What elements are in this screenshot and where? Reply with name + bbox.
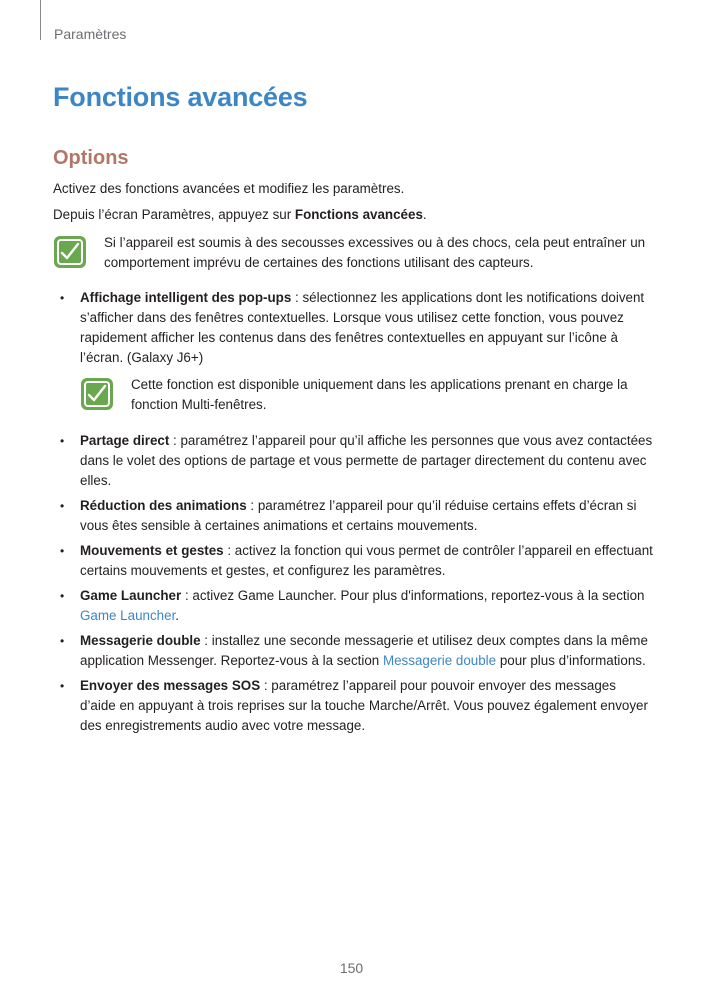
list-item bbox=[53, 586, 653, 626]
page-title: Fonctions avancées bbox=[53, 82, 308, 112]
item-title: Réduction des animations bbox=[80, 498, 247, 513]
bullet: • bbox=[60, 291, 65, 305]
bullet: • bbox=[60, 634, 65, 648]
list-item bbox=[53, 676, 653, 736]
intro-line-2-suffix: . bbox=[422, 207, 427, 222]
caution-note bbox=[53, 233, 653, 273]
item-title: Affichage intelligent des pop-ups bbox=[80, 290, 292, 305]
intro-line-2 bbox=[53, 205, 653, 225]
dual-messenger-link[interactable]: Messagerie double bbox=[382, 653, 497, 668]
game-launcher-link[interactable]: Game Launcher bbox=[80, 608, 176, 623]
item-title: Mouvements et gestes bbox=[80, 543, 224, 558]
bullet: • bbox=[60, 679, 65, 693]
list-item bbox=[53, 631, 653, 671]
feature-list-2 bbox=[53, 431, 653, 741]
caution-note-text: Si l’appareil est soumis à des secousses excessives ou à des chocs, cela peut entraîner un comportement imprévu de certaines des fonctions utilisant des capteurs. bbox=[104, 235, 646, 270]
item-text: : paramétrez l’appareil pour qu’il affiche les personnes que vous avez contactées dans le volet des options de partage et vous permette de partager directement du contenu avec elles. bbox=[80, 433, 653, 488]
item-text: : sélectionnez les applications dont les notifications doivent s’afficher dans des fenêtres contextuelles. Lorsque vous utilisez cette fonction, vous pouvez rapidement afficher les contenus dans des fenêtres contextuelles en appuyant sur l’icône à l’écran. (Galaxy J6+) bbox=[80, 290, 645, 365]
item-title: Partage direct bbox=[80, 433, 170, 448]
header-rule bbox=[40, 0, 41, 40]
item-title: Messagerie double bbox=[80, 633, 201, 648]
item-text: : paramétrez l’appareil pour pouvoir envoyer des messages d’aide en appuyant à trois reprises sur la touche Marche/Arrêt. Vous pouvez également envoyer des enregistrements audio avec votre message. bbox=[80, 678, 648, 733]
feature-list-1 bbox=[53, 288, 653, 373]
list-item bbox=[53, 496, 653, 536]
list-item bbox=[53, 541, 653, 581]
intro-line-2-prefix: Depuis l’écran Paramètres, appuyez sur bbox=[53, 207, 295, 222]
item-text: : paramétrez l’appareil pour qu’il réduise certains effets d’écran si vous êtes sensible à certaines animations et certains mouvements. bbox=[80, 498, 637, 533]
section-heading: Options bbox=[53, 147, 129, 169]
bullet: • bbox=[60, 434, 65, 448]
note-icon bbox=[53, 235, 87, 269]
intro-line-2-bold: Fonctions avancées bbox=[294, 207, 423, 222]
intro-line-1: Activez des fonctions avancées et modifiez les paramètres. bbox=[53, 181, 405, 196]
item-text-after: . bbox=[175, 608, 180, 623]
item-text: : activez Game Launcher. Pour plus d'informations, reportez-vous à la section bbox=[181, 588, 645, 603]
list-item bbox=[53, 431, 653, 491]
info-note bbox=[80, 375, 654, 415]
item-text: : installez une seconde messagerie et utilisez deux comptes dans la même application Messenger. Reportez-vous à la section bbox=[80, 633, 648, 668]
item-title: Envoyer des messages SOS bbox=[80, 678, 261, 693]
item-text: : activez la fonction qui vous permet de contrôler l’appareil en effectuant certains mouvements et gestes, et configurez les paramètres. bbox=[80, 543, 653, 578]
note-icon bbox=[80, 377, 114, 411]
item-text-after: pour plus d’informations. bbox=[496, 653, 646, 668]
page-number: 150 bbox=[339, 960, 364, 976]
bullet: • bbox=[60, 544, 65, 558]
info-note-text: Cette fonction est disponible uniquement dans les applications prenant en charge la fonction Multi-fenêtres. bbox=[131, 377, 628, 412]
item-title: Game Launcher bbox=[80, 588, 182, 603]
running-header: Paramètres bbox=[54, 26, 127, 42]
bullet: • bbox=[60, 589, 65, 603]
bullet: • bbox=[60, 499, 65, 513]
list-item bbox=[53, 288, 653, 368]
